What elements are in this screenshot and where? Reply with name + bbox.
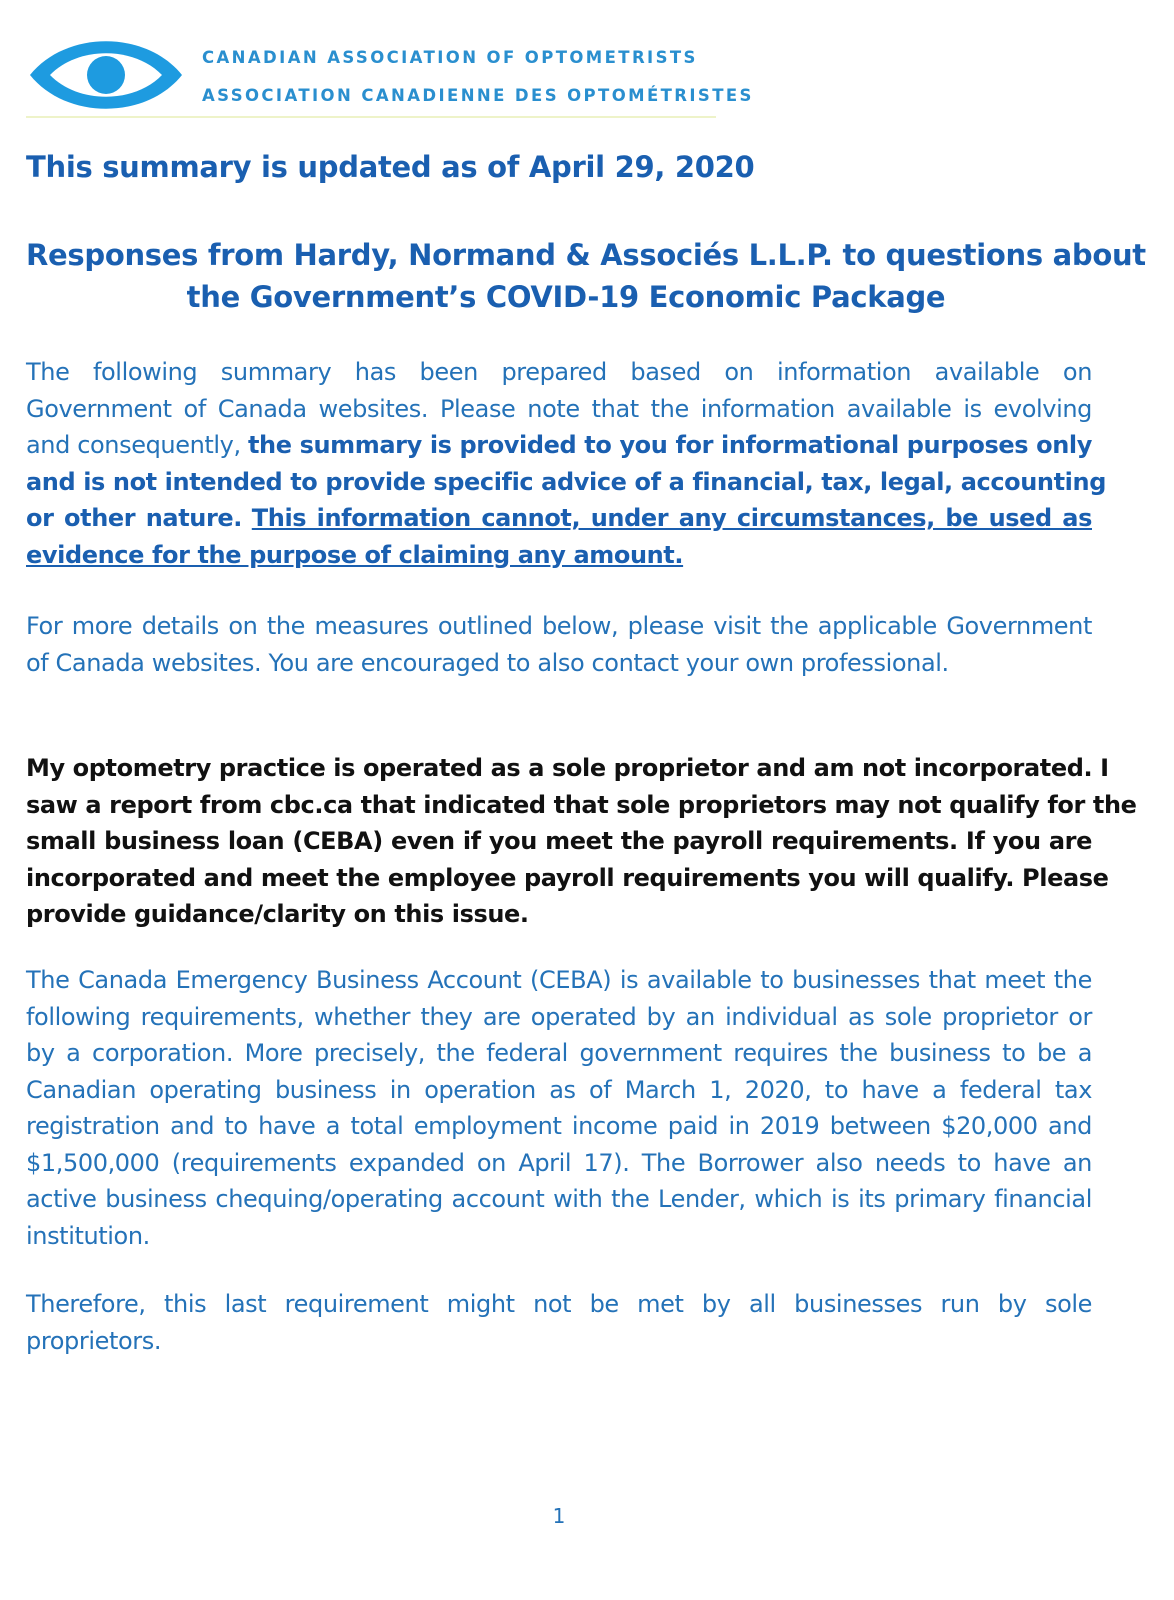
paragraph-line: The following summary has been prepared based on information available on [26,358,1092,386]
paragraph-line: $1,500,000 (requirements expanded on April 17). The Borrower also needs to have an [26,1148,1092,1177]
paragraph-line: Government of Canada websites. Please note that the information available is evolving [26,394,1092,423]
paragraph-line: proprietors. [26,1326,162,1355]
bold-disclaimer-text: or other nature. [26,504,242,532]
page-number: 1 [552,1504,566,1528]
paragraph-line [26,500,1092,537]
question-line: saw a report from cbc.ca that indicated that sole proprietors may not qualify for the [26,790,1137,819]
conclusion-paragraph [26,1286,1092,1359]
title-line: the Government’s COVID-19 Economic Package [186,280,946,314]
paragraph-line: following requirements, whether they are operated by an individual as sole proprietor or [26,1002,1092,1031]
paragraph-line: The Canada Emergency Business Account (CEBA) is available to businesses that meet the [26,966,1092,994]
answer-paragraph [26,962,1092,1254]
paragraph-line [26,427,1092,464]
details-paragraph [26,608,1092,681]
paragraph-line: Therefore, this last requirement might not be met by all businesses run by sole [26,1290,1092,1318]
updated-date-heading: This summary is updated as of April 29, 2020 [26,150,755,184]
intro-paragraph [26,354,1106,573]
underlined-disclaimer-text: evidence for the purpose of claiming any amount. [26,540,684,569]
paragraph-line: active business chequing/operating account with the Lender, which is its primary financial [26,1185,1092,1213]
question-line: provide guidance/clarity on this issue. [26,900,529,928]
paragraph-line: of Canada websites. You are encouraged to also contact your own professional. [26,648,949,677]
paragraph-line: Canadian operating business in operation as of March 1, 2020, to have a federal tax [26,1075,1092,1104]
header-logo-block [26,34,754,118]
question-line: My optometry practice is operated as a sole proprietor and am not incorporated. I [26,754,1109,782]
paragraph-line: registration and to have a total employment income paid in 2019 between $20,000 and [26,1112,1092,1140]
paragraph-line: For more details on the measures outlined below, please visit the applicable Government [26,612,1092,640]
eye-logo-icon [26,34,186,116]
paragraph-line: institution. [26,1221,150,1250]
question-line: incorporated and meet the employee payroll requirements you will qualify. Please [26,863,1109,892]
document-title [26,234,1146,318]
plain-text: and consequently, [26,431,248,459]
bold-disclaimer-text: and is not intended to provide specific advice of a financial, tax, legal, accounting [26,467,1106,496]
question-line: small business loan (CEBA) even if you meet the payroll requirements. If you are [26,827,1092,855]
question-paragraph [26,750,1137,933]
org-name-french: ASSOCIATION CANADIENNE DES OPTOMÉTRISTES [202,86,754,105]
title-line: Responses from Hardy, Normand & Associés L.L.P. to questions about [26,238,1146,272]
org-name-english: CANADIAN ASSOCIATION OF OPTOMETRISTS [202,48,698,67]
paragraph-line: by a corporation. More precisely, the federal government requires the business to be a [26,1039,1092,1067]
bold-disclaimer-text: the summary is provided to you for informational purposes only [247,431,1092,459]
underlined-disclaimer-text: This information cannot, under any circumstances, be used as [251,504,1092,532]
